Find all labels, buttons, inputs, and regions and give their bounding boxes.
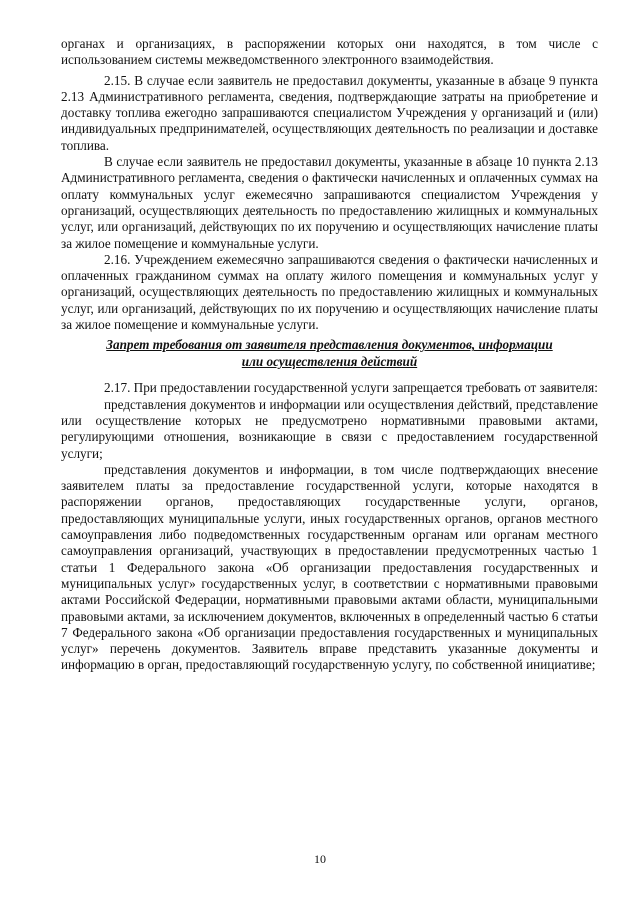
- page-number: 10: [314, 852, 326, 866]
- paragraph-2-17: 2.17. При предоставлении государственной услуги запрещается требовать от заявителя:: [104, 380, 598, 396]
- paragraph-2-16: 2.16. Учреждением ежемесячно запрашиваются сведения о фактически начисленных и оплаченных гражданином суммах на оплату жилого помещения и коммунальных услуг у организаций, осуществляющих деятельность по предоставлению жилищных и коммунальных услуг, или организаций, действующих по их поручению и осуществляющих начисление платы за жилое помещение и коммунальные услуги.: [61, 251, 598, 333]
- paragraph-2-15-second: В случае если заявитель не предоставил документы, указанные в абзаце 10 пункта 2.13 Административного регламента, сведения о фактически начисленных и оплаченных суммах на оплату коммунальных услуг ежемесячно запрашиваются специалистом Учреждения у организаций, осуществляющих деятельность по предоставлению жилищных и коммунальных услуг, или организаций, действующих по их поручению и осуществляющих начисление платы за жилое помещение и коммунальные услуги.: [61, 154, 598, 251]
- section-heading-line-2: или осуществления действий: [241, 353, 418, 369]
- section-heading: [61, 337, 598, 370]
- paragraph-2-15: 2.15. В случае если заявитель не предоставил документы, указанные в абзаце 9 пункта 2.13 Административного регламента, сведения, подтверждающие затраты на приобретение и доставку топлива ежегодно запрашиваются специалистом Учреждения у организаций и (или) индивидуальных предпринимателей, осуществляющих деятельность по реализации и доставке топлива.: [61, 72, 598, 153]
- section-heading-line-1: Запрет требования от заявителя представления документов, информации: [106, 337, 553, 353]
- document-page: [61, 36, 598, 674]
- paragraph-continuation: органах и организациях, в распоряжении которых они находятся, в том числе с использованием системы межведомственного электронного взаимодействия.: [61, 36, 598, 68]
- paragraph-requirement-2: представления документов и информации, в том числе подтверждающих внесение заявителем платы за предоставление государственной услуги, которые находятся в распоряжении органов, предоставляющих государственные услуги, органов, предоставляющих муниципальные услуги, иных государственных органов, органов местного самоуправления либо подведомственных государственным органам или органам местного самоуправления организаций, участвующих в предоставлении предусмотренных частью 1 статьи 1 Федерального закона «Об организации предоставления государственных и муниципальных услуг» государственных услуг, в соответствии с нормативными правовыми актами Российской Федерации, нормативными правовыми актами области, муниципальными правовыми актами, за исключением документов, включенных в определенный частью 6 статьи 7 Федерального закона «Об организации предоставления государственных и муниципальных услуг» перечень документов. Заявитель вправе представить указанные документы и информацию в орган, предоставляющий государственную услугу, по собственной инициативе;: [61, 461, 598, 673]
- paragraph-requirement-1: представления документов и информации или осуществления действий, представление или осуществление которых не предусмотрено нормативными правовыми актами, регулирующими отношения, возникающие в связи с предоставлением государственной услуги;: [61, 396, 598, 461]
